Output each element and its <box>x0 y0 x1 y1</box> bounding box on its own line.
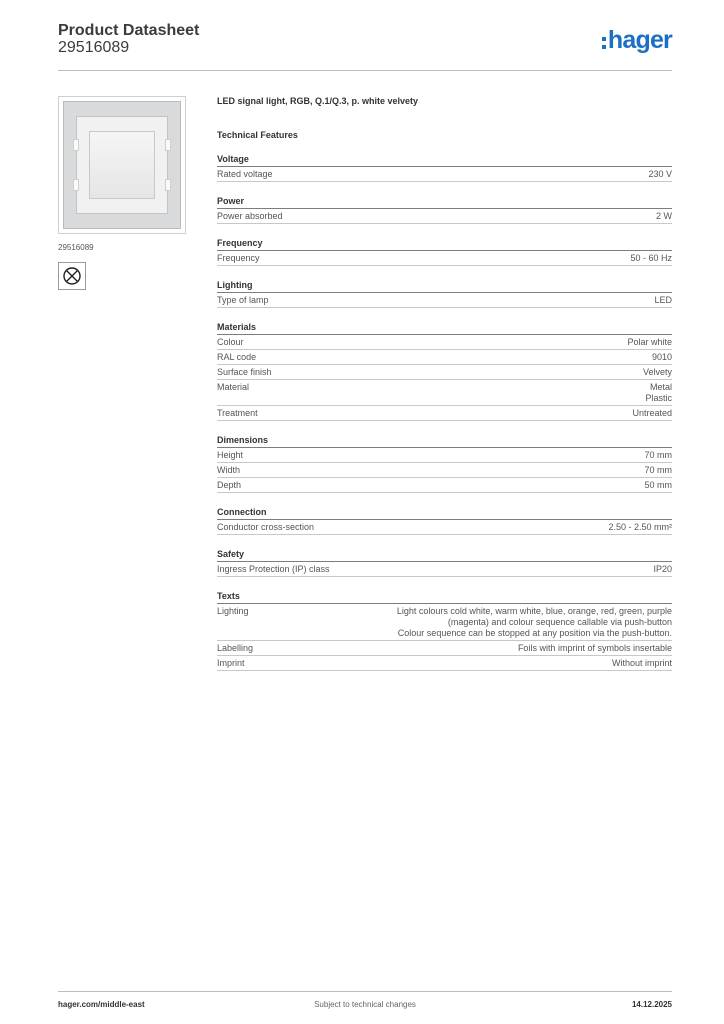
technical-features-title: Technical Features <box>217 130 298 140</box>
feature-value-line: IP20 <box>653 563 672 574</box>
feature-row <box>217 167 672 182</box>
product-number: 29516089 <box>58 39 130 56</box>
clip-tab <box>73 179 79 191</box>
main-content <box>217 96 672 671</box>
logo-wordmark: hager <box>607 25 672 54</box>
feature-label: Material <box>217 381 250 392</box>
feature-label: Height <box>217 449 244 460</box>
feature-value <box>644 465 672 476</box>
feature-section <box>217 591 672 671</box>
feature-label: Colour <box>217 336 244 347</box>
feature-value-line: 2.50 - 2.50 mm² <box>608 521 672 532</box>
logo-colon-icon <box>602 37 606 49</box>
feature-row <box>217 209 672 224</box>
product-image <box>58 96 186 234</box>
feature-row <box>217 520 672 535</box>
insert-frame <box>76 116 168 214</box>
feature-value <box>630 253 672 264</box>
feature-row <box>217 448 672 463</box>
feature-label: Ingress Protection (IP) class <box>217 563 330 574</box>
feature-row <box>217 641 672 656</box>
feature-section <box>217 154 672 182</box>
feature-value <box>612 658 672 669</box>
footer-note: Subject to technical changes <box>314 1000 416 1009</box>
feature-value-line: Colour sequence can be stopped at any position via the push-button. <box>397 627 672 638</box>
feature-row <box>217 463 672 478</box>
feature-value-line: Metal <box>649 381 672 392</box>
feature-value-line: LED <box>654 294 672 305</box>
feature-value-line: Polar white <box>627 336 672 347</box>
page-footer <box>58 991 672 1016</box>
feature-row <box>217 380 672 406</box>
feature-value-line: Untreated <box>632 407 672 418</box>
section-title: Frequency <box>217 238 672 251</box>
feature-section <box>217 549 672 577</box>
feature-label: Lighting <box>217 605 249 616</box>
feature-label: Surface finish <box>217 366 272 377</box>
feature-section <box>217 322 672 421</box>
feature-row <box>217 604 672 641</box>
light-lens <box>89 131 155 199</box>
feature-label: Type of lamp <box>217 294 269 305</box>
section-title: Lighting <box>217 280 672 293</box>
feature-value-line: Light colours cold white, warm white, blue, orange, red, green, purple <box>396 605 672 616</box>
feature-value-line: 50 mm <box>644 479 672 490</box>
feature-value-line: 70 mm <box>644 449 672 460</box>
feature-label: Labelling <box>217 642 254 653</box>
feature-label: RAL code <box>217 351 257 362</box>
page-header <box>58 22 672 71</box>
document-title: Product Datasheet <box>58 22 200 39</box>
section-title: Materials <box>217 322 672 335</box>
feature-label: Treatment <box>217 407 258 418</box>
feature-value-line: 2 W <box>655 210 672 221</box>
technical-features-list <box>217 154 672 671</box>
feature-value-line: Without imprint <box>611 657 672 668</box>
feature-value <box>644 450 672 461</box>
feature-row <box>217 478 672 493</box>
feature-value <box>648 169 672 180</box>
section-title: Power <box>217 196 672 209</box>
cover-plate <box>63 101 181 229</box>
feature-value <box>643 367 672 378</box>
clip-tab <box>73 139 79 151</box>
feature-value-line: Foils with imprint of symbols insertable <box>517 642 672 653</box>
feature-section <box>217 507 672 535</box>
feature-row <box>217 350 672 365</box>
feature-section <box>217 238 672 266</box>
feature-value <box>518 643 672 654</box>
clip-tab <box>165 139 171 151</box>
feature-value <box>645 382 672 404</box>
section-title: Voltage <box>217 154 672 167</box>
feature-row <box>217 562 672 577</box>
feature-value <box>656 211 672 222</box>
feature-section <box>217 196 672 224</box>
feature-value-line: 9010 <box>651 351 672 362</box>
footer-website[interactable]: hager.com/middle-east <box>58 1000 145 1009</box>
feature-value <box>652 352 672 363</box>
section-title: Safety <box>217 549 672 562</box>
feature-value-line: Plastic <box>645 392 672 403</box>
feature-value-line: 70 mm <box>644 464 672 475</box>
feature-value <box>653 564 672 575</box>
feature-value-line: Velvety <box>642 366 672 377</box>
section-title: Dimensions <box>217 435 672 448</box>
feature-row <box>217 365 672 380</box>
feature-value-line: (magenta) and colour sequence callable via push-button <box>447 616 672 627</box>
feature-label: Conductor cross-section <box>217 521 315 532</box>
feature-value <box>627 337 672 348</box>
section-title: Texts <box>217 591 672 604</box>
feature-label: Depth <box>217 479 242 490</box>
feature-value <box>632 408 672 419</box>
footer-date: 14.12.2025 <box>631 1000 672 1009</box>
feature-row <box>217 406 672 421</box>
feature-label: Rated voltage <box>217 168 273 179</box>
section-title: Connection <box>217 507 672 520</box>
feature-value <box>608 522 672 533</box>
feature-row <box>217 251 672 266</box>
clip-tab <box>165 179 171 191</box>
image-caption: 29516089 <box>58 243 94 252</box>
feature-label: Imprint <box>217 657 245 668</box>
feature-value-line: 230 V <box>648 168 672 179</box>
hager-logo <box>602 24 672 56</box>
feature-row <box>217 656 672 671</box>
product-name: LED signal light, RGB, Q.1/Q.3, p. white velvety <box>217 96 419 106</box>
feature-section <box>217 280 672 308</box>
feature-row <box>217 335 672 350</box>
feature-value <box>397 606 672 639</box>
feature-value <box>654 295 672 306</box>
feature-row <box>217 293 672 308</box>
feature-label: Width <box>217 464 241 475</box>
feature-label: Frequency <box>217 252 260 263</box>
feature-section <box>217 435 672 493</box>
feature-value <box>644 480 672 491</box>
feature-label: Power absorbed <box>217 210 283 221</box>
lamp-symbol-icon <box>58 262 86 290</box>
feature-value-line: 50 - 60 Hz <box>630 252 672 263</box>
